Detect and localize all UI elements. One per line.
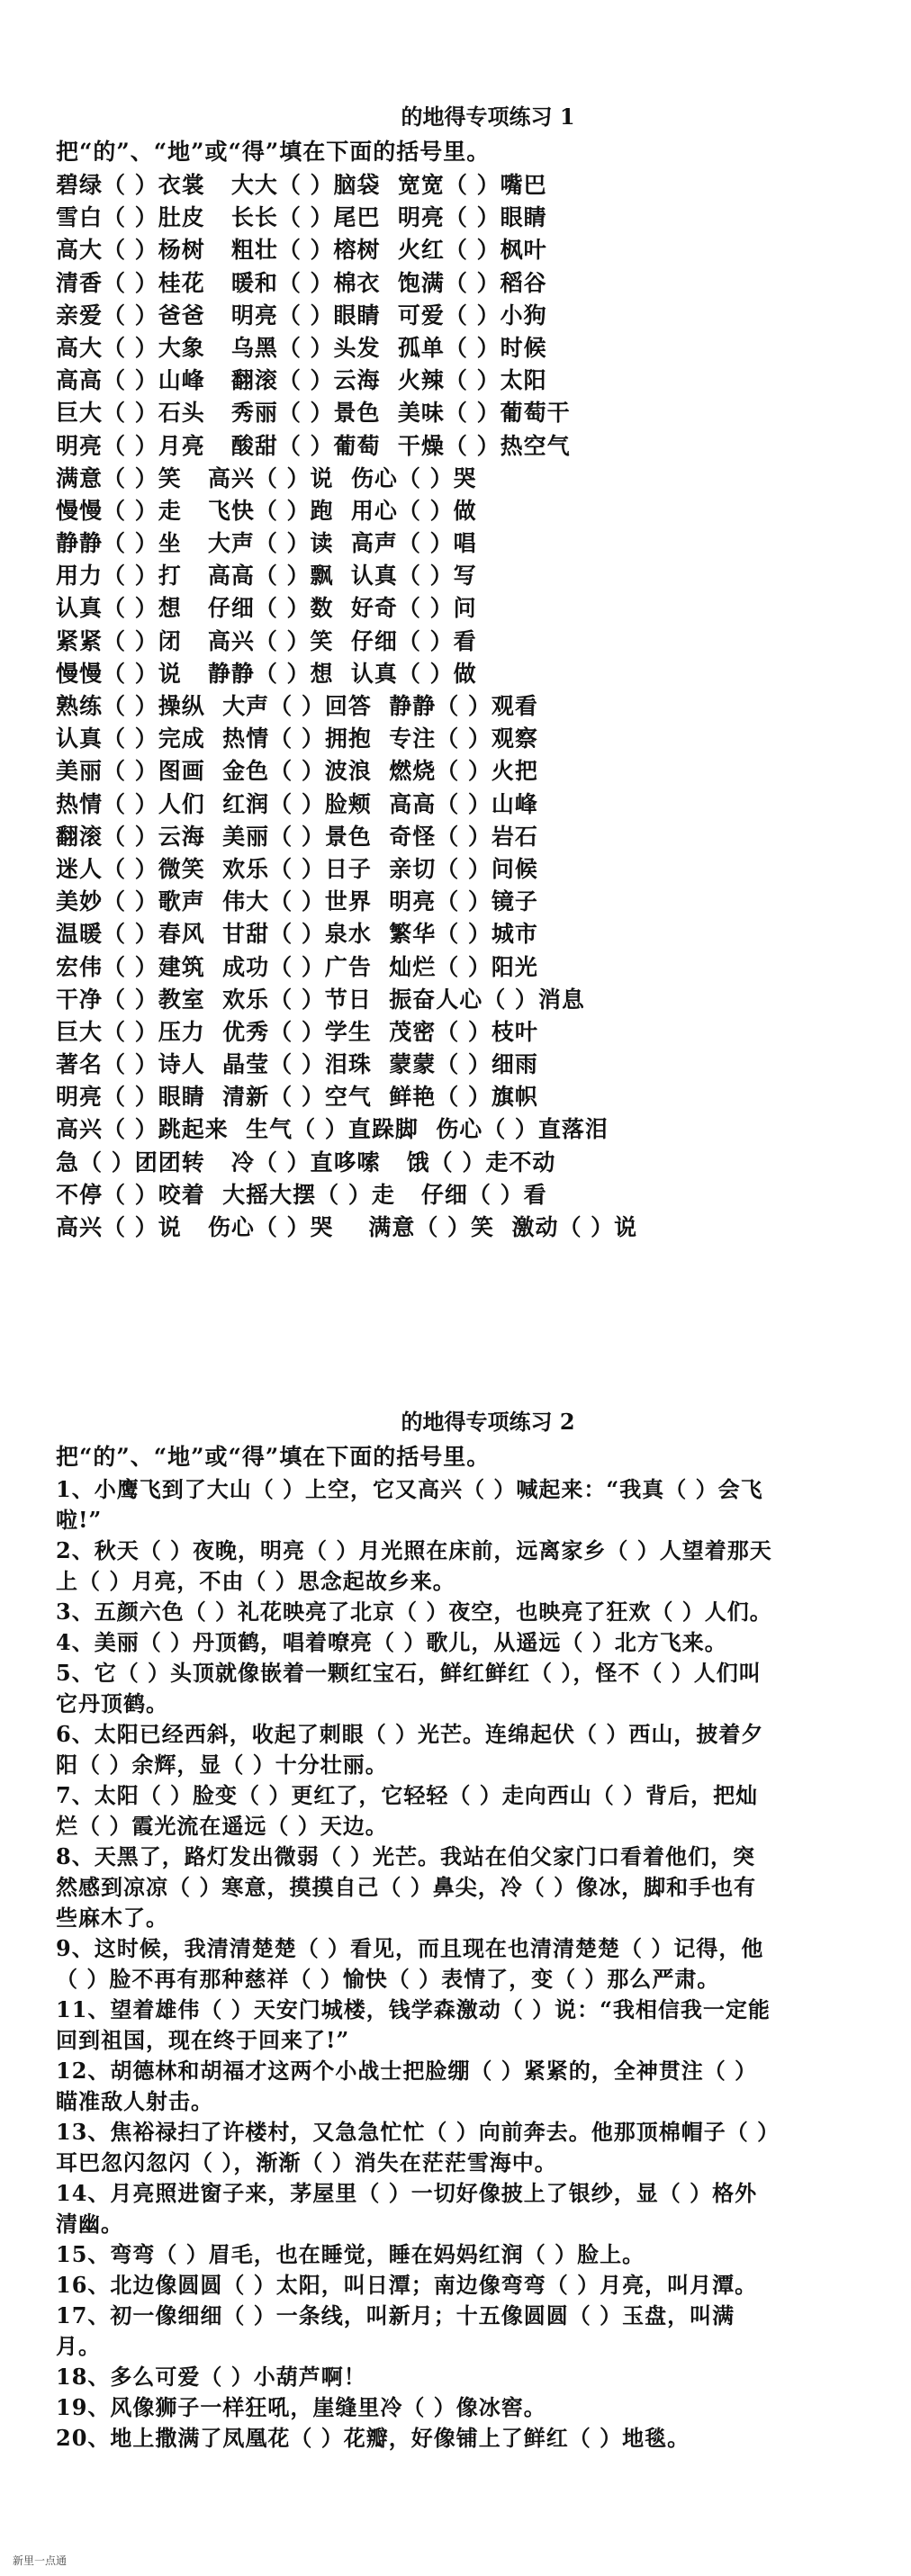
question-item: 2、秋天（ ）夜晚，明亮（ ）月光照在床前，远离家乡（ ）人望着那天上（ ）月亮，不由（ ）思念起故乡来。: [56, 1537, 772, 1594]
exercise-row: 美妙（ ）歌声 伟大（ ）世界 明亮（ ）镜子: [56, 888, 538, 915]
exercise-row: 静静（ ）坐 大声（ ）读 高声（ ）唱: [56, 530, 477, 557]
exercise-row: 迷人（ ）微笑 欢乐（ ）日子 亲切（ ）问候: [56, 855, 538, 882]
exercise-row: 紧紧（ ）闭 高兴（ ）笑 仔细（ ）看: [56, 627, 477, 654]
exercise-row: 翻滚（ ）云海 美丽（ ）景色 奇怪（ ）岩石: [56, 823, 538, 850]
section-1-title: 的地得专项练习 1: [401, 104, 575, 130]
question-item: 1、小鹰飞到了大山（ ）上空，它又高兴（ ）喊起来：“我真（ ）会飞啦!”: [56, 1476, 763, 1533]
question-item: 5、它（ ）头顶就像嵌着一颗红宝石，鲜红鲜红（ ），怪不（ ）人们叫它丹顶鹤。: [56, 1660, 762, 1716]
question-item: 13、焦裕禄扫了许楼村，又急急忙忙（ ）向前奔去。他那顶棉帽子（ ）耳巴忽闪忽闪（ ），渐渐（ ）消失在茫茫雪海中。: [56, 2119, 770, 2175]
question-item: 9、这时候，我清清楚楚（ ）看见，而且现在也清清楚楚（ ）记得，他（ ）脸不再有那种慈祥（ ）愉快（ ）表情了，变（ ）那么严肃。: [56, 1935, 764, 1992]
exercise-row: 雪白（ ）肚皮 长长（ ）尾巴 明亮（ ）眼睛: [56, 204, 547, 231]
exercise-section-2: [56, 1404, 848, 2454]
exercise-row: 慢慢（ ）走 飞快（ ）跑 用心（ ）做: [56, 497, 477, 524]
question-item: 3、五颜六色（ ）礼花映亮了北京（ ）夜空，也映亮了狂欢（ ）人们。: [56, 1599, 772, 1625]
question-item: 17、初一像细细（ ）一条线，叫新月；十五像圆圆（ ）玉盘，叫满月。: [56, 2302, 735, 2359]
exercise-1-rows: [56, 169, 848, 1244]
question-item: 4、美丽（ ）丹顶鹤，唱着嘹亮（ ）歌儿，从遥远（ ）北方飞来。: [56, 1629, 727, 1655]
exercise-row: 清香（ ）桂花 暖和（ ）棉衣 饱满（ ）稻谷: [56, 269, 547, 296]
exercise-row: 美丽（ ）图画 金色（ ）波浪 燃烧（ ）火把: [56, 758, 538, 785]
exercise-row: 巨大（ ）压力 优秀（ ）学生 茂密（ ）枝叶: [56, 1018, 538, 1045]
exercise-row: 热情（ ）人们 红润（ ）脸颊 高高（ ）山峰: [56, 790, 538, 817]
section-2-title: 的地得专项练习 2: [401, 1409, 575, 1435]
exercise-row: 熟练（ ）操纵 大声（ ）回答 静静（ ）观看: [56, 693, 538, 719]
question-item: 15、弯弯（ ）眉毛，也在睡觉，睡在妈妈红润（ ）脸上。: [56, 2241, 645, 2267]
exercise-row: 温暖（ ）春风 甘甜（ ）泉水 繁华（ ）城市: [56, 921, 538, 948]
exercise-row: 著名（ ）诗人 晶莹（ ）泪珠 蒙蒙（ ）细雨: [56, 1051, 538, 1078]
exercise-row: 亲爱（ ）爸爸 明亮（ ）眼睛 可爱（ ）小狗: [56, 302, 547, 329]
question-item: 20、地上撒满了凤凰花（ ）花瓣，好像铺上了鲜红（ ）地毯。: [56, 2425, 690, 2451]
exercise-row: 高大（ ）大象 乌黑（ ）头发 孤单（ ）时候: [56, 334, 547, 361]
exercise-row: 用力（ ）打 高高（ ）飘 认真（ ）写: [56, 563, 477, 590]
section-2-instruction: 把“的”、“地”或“得”填在下面的括号里。: [56, 1444, 491, 1470]
question-item: 8、天黑了，路灯发出微弱（ ）光芒。我站在伯父家门口看着他们，突然感到凉凉（ ）寒意，摸摸自己（ ）鼻尖，冷（ ）像冰，脚和手也有些麻木了。: [56, 1843, 757, 1931]
question-item: 11、望着雄伟（ ）天安门城楼，钱学森激动（ ）说：“我相信我一定能回到祖国，现在终于回来了!”: [56, 1996, 771, 2053]
exercise-row: 认真（ ）想 仔细（ ）数 好奇（ ）问: [56, 595, 477, 622]
exercise-row: 满意（ ）笑 高兴（ ）说 伤心（ ）哭: [56, 464, 477, 491]
question-item: 7、太阳（ ）脸变（ ）更红了，它轻轻（ ）走向西山（ ）背后，把灿烂（ ）霞光流在遥远（ ）天边。: [56, 1782, 759, 1839]
footer-watermark: 新里一点通: [13, 2554, 68, 2567]
exercise-row: 干净（ ）教室 欢乐（ ）节日 振奋人心（ ）消息: [56, 986, 585, 1013]
question-item: 6、太阳已经西斜，收起了刺眼（ ）光芒。连绵起伏（ ）西山，披着夕阳（ ）余辉，显（ ）十分壮丽。: [56, 1721, 764, 1778]
exercise-row: 明亮（ ）眼睛 清新（ ）空气 鲜艳（ ）旗帜: [56, 1084, 538, 1111]
exercise-row: 高兴（ ）说 伤心（ ）哭 满意（ ）笑 激动（ ）说: [56, 1214, 638, 1240]
exercise-row: 高兴（ ）跳起来 生气（ ）直跺脚 伤心（ ）直落泪: [56, 1116, 609, 1143]
exercise-row: 明亮（ ）月亮 酸甜（ ）葡萄 干燥（ ）热空气: [56, 432, 571, 459]
section-1-instruction: 把“的”、“地”或“得”填在下面的括号里。: [56, 139, 491, 165]
question-item: 14、月亮照进窗子来，茅屋里（ ）一切好像披上了银纱，显（ ）格外清幽。: [56, 2180, 758, 2237]
exercise-row: 高大（ ）杨树 粗壮（ ）榕树 火红（ ）枫叶: [56, 237, 547, 264]
exercise-row: 巨大（ ）石头 秀丽（ ）景色 美味（ ）葡萄干: [56, 400, 571, 427]
question-item: 19、风像狮子一样狂吼，崖缝里冷（ ）像冰窖。: [56, 2394, 546, 2420]
question-item: 18、多么可爱（ ）小葫芦啊！: [56, 2364, 366, 2390]
exercise-section-1: [56, 99, 848, 1244]
exercise-row: 高高（ ）山峰 翻滚（ ）云海 火辣（ ）太阳: [56, 367, 547, 394]
exercise-row: 不停（ ）咬着 大摇大摆（ ）走 仔细（ ）看: [56, 1181, 547, 1208]
exercise-row: 宏伟（ ）建筑 成功（ ）广告 灿烂（ ）阳光: [56, 953, 538, 980]
question-item: 16、北边像圆圆（ ）太阳，叫日潭；南边像弯弯（ ）月亮，叫月潭。: [56, 2272, 758, 2298]
exercise-row: 认真（ ）完成 热情（ ）拥抱 专注（ ）观察: [56, 725, 538, 752]
exercise-row: 慢慢（ ）说 静静（ ）想 认真（ ）做: [56, 660, 477, 687]
exercise-row: 急（ ）团团转 冷（ ）直哆嗦 饿（ ）走不动: [56, 1148, 556, 1175]
exercise-2-questions: [56, 1474, 848, 2454]
exercise-row: 碧绿（ ）衣裳 大大（ ）脑袋 宽宽（ ）嘴巴: [56, 172, 547, 198]
question-item: 12、胡德林和胡福才这两个小战士把脸绷（ ）紧紧的，全神贯注（ ）瞄准敌人射击。: [56, 2058, 758, 2114]
